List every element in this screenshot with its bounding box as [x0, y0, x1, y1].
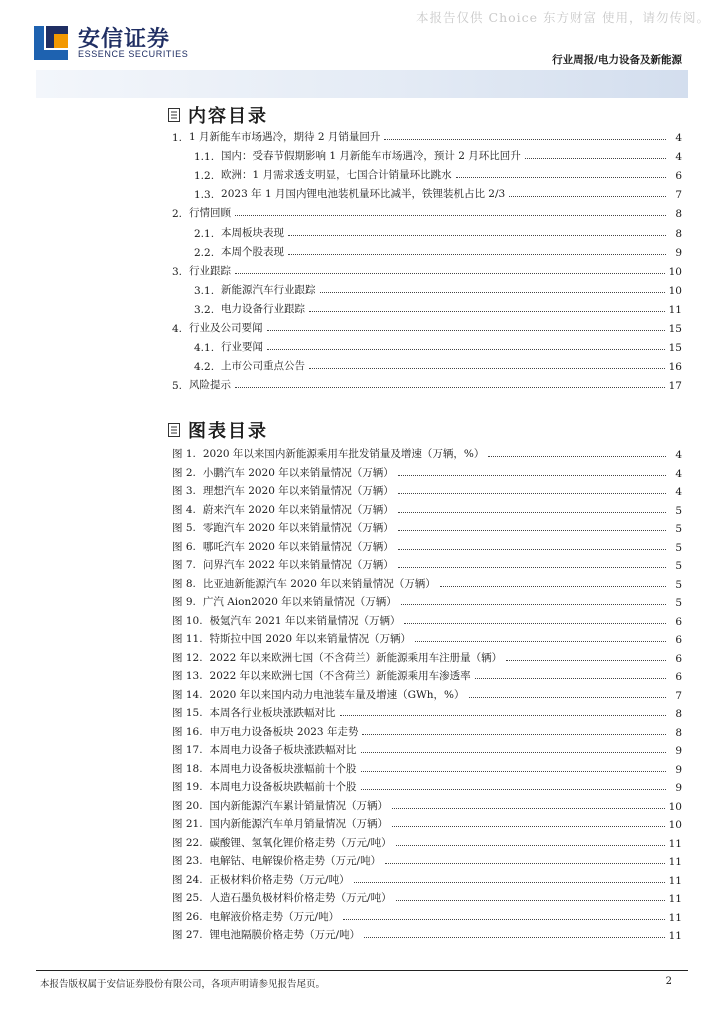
dot-leader: [343, 919, 665, 920]
dot-leader: [288, 235, 666, 236]
entry-title: 比亚迪新能源汽车 2020 年以来销量情况（万辆）: [202, 577, 436, 590]
contents-entry[interactable]: [194, 279, 682, 297]
entry-page-number: 15: [668, 342, 682, 355]
dot-leader: [456, 177, 666, 178]
entry-number: 图 17.: [172, 744, 203, 756]
entry-number: 1.2.: [194, 170, 215, 183]
dot-leader: [235, 387, 665, 388]
figure-entry[interactable]: [172, 721, 682, 739]
dot-leader: [385, 863, 665, 864]
entry-page-number: 8: [675, 726, 682, 739]
dot-leader: [361, 752, 666, 753]
entry-page-number: 10: [668, 265, 682, 278]
page-number: 2: [665, 976, 672, 987]
entry-title: 上市公司重点公告: [221, 360, 306, 373]
entry-title: 行业跟踪: [189, 264, 232, 277]
dot-leader: [309, 311, 665, 312]
entry-number: 图 2.: [172, 466, 196, 479]
entry-page-number: 5: [675, 578, 682, 591]
figure-entry[interactable]: [172, 517, 682, 535]
figure-entry[interactable]: [172, 795, 682, 813]
dot-leader: [396, 845, 665, 846]
entry-number: 图 14.: [172, 688, 203, 701]
entry-number: 图 11.: [172, 633, 203, 645]
list-icon: [168, 108, 180, 122]
entry-number: 2.1.: [194, 227, 215, 240]
figure-entry[interactable]: [172, 665, 682, 683]
entry-page-number: 10: [668, 800, 682, 813]
entry-number: 图 20.: [172, 799, 203, 812]
entry-title: 1 月新能车市场遇冷，期待 2 月销量回升: [189, 131, 381, 143]
entry-title: 行业及公司要闻: [189, 322, 263, 334]
figure-entry[interactable]: [172, 924, 682, 942]
figure-entry[interactable]: [172, 536, 682, 554]
dot-leader: [525, 158, 666, 159]
figure-entry[interactable]: [172, 758, 682, 776]
entry-number: 图 16.: [172, 725, 203, 738]
contents-entry[interactable]: [172, 202, 682, 220]
entry-title: 本周各行业板块涨跌幅对比: [209, 707, 336, 719]
entry-page-number: 6: [675, 170, 682, 183]
figures-title: 图表目录: [188, 421, 268, 442]
entry-number: 图 1.: [172, 448, 196, 460]
entry-title: 新能源汽车行业跟踪: [221, 283, 316, 296]
figure-entry[interactable]: [172, 573, 682, 591]
figure-entry[interactable]: [172, 739, 682, 757]
entry-page-number: 6: [675, 652, 682, 665]
entry-number: 2.2.: [194, 246, 215, 259]
entry-page-number: 4: [675, 151, 682, 164]
contents-entry[interactable]: [172, 260, 682, 278]
entry-title: 锂电池隔膜价格走势（万元/吨）: [209, 929, 361, 941]
entry-number: 图 8.: [172, 577, 196, 590]
entry-number: 图 7.: [172, 559, 196, 571]
entry-number: 3.2.: [194, 303, 215, 316]
entry-page-number: 5: [675, 597, 682, 609]
entry-title: 国内新能源汽车单月销量情况（万辆）: [209, 818, 389, 830]
entry-number: 图 6.: [172, 540, 196, 553]
dot-leader: [398, 530, 666, 531]
entry-title: 国内：受春节假期影响 1 月新能车市场遇冷，预计 2 月环比回升: [221, 150, 521, 163]
entry-title: 本周电力设备子板块涨跌幅对比: [209, 744, 357, 756]
dot-leader: [398, 549, 666, 550]
entry-title: 小鹏汽车 2020 年以来销量情况（万辆）: [202, 466, 394, 479]
dot-leader: [361, 789, 666, 790]
entry-title: 电力设备行业跟踪: [221, 302, 306, 315]
entry-page-number: 5: [675, 504, 682, 517]
dot-leader: [398, 475, 666, 476]
contents-entry[interactable]: [194, 183, 682, 201]
dot-leader: [392, 826, 665, 827]
entry-page-number: 5: [675, 560, 682, 572]
essence-logo-mark-icon: [32, 24, 70, 62]
entry-page-number: 9: [675, 745, 682, 757]
entry-page-number: 9: [675, 246, 682, 259]
entry-page-number: 11: [668, 911, 682, 924]
contents-entry[interactable]: [194, 222, 682, 240]
entry-page-number: 4: [675, 449, 682, 461]
dot-leader: [361, 771, 666, 772]
brand-name-en: ESSENCE SECURITIES: [78, 49, 189, 59]
entry-number: 5.: [172, 380, 183, 393]
contents-entry[interactable]: [172, 374, 682, 392]
entry-title: 国内新能源汽车累计销量情况（万辆）: [209, 799, 389, 812]
figure-entry[interactable]: [172, 813, 682, 831]
contents-entry[interactable]: [194, 298, 682, 316]
figure-entry[interactable]: [172, 499, 682, 517]
dot-leader: [340, 715, 666, 716]
dot-leader: [506, 660, 666, 661]
entry-page-number: 6: [675, 671, 682, 683]
entry-title: 零跑汽车 2020 年以来销量情况（万辆）: [202, 522, 394, 534]
entry-page-number: 11: [668, 874, 682, 887]
dot-leader: [235, 215, 666, 216]
entry-title: 欧洲：1 月需求透支明显，七国合计销量环比跳水: [221, 169, 452, 182]
entry-title: 2020 年以来国内新能源乘用车批发销量及增速（万辆，%）: [202, 448, 485, 460]
dot-leader: [396, 900, 665, 901]
entry-number: 图 21.: [172, 818, 203, 830]
figure-entry[interactable]: [172, 480, 682, 498]
entry-page-number: 5: [675, 523, 682, 535]
dot-leader: [309, 368, 665, 369]
entry-page-number: 11: [668, 930, 682, 942]
entry-number: 4.1.: [194, 342, 215, 355]
entry-number: 图 26.: [172, 910, 203, 923]
entry-page-number: 10: [668, 284, 682, 297]
dot-leader: [440, 586, 666, 587]
entry-number: 图 13.: [172, 670, 203, 682]
dot-leader: [384, 139, 666, 140]
contents-entry[interactable]: [194, 164, 682, 182]
entry-title: 哪吒汽车 2020 年以来销量情况（万辆）: [202, 540, 394, 553]
entry-page-number: 8: [675, 227, 682, 240]
entry-number: 1.3.: [194, 189, 215, 202]
dot-leader: [364, 937, 665, 938]
entry-title: 极氪汽车 2021 年以来销量情况（万辆）: [209, 614, 401, 627]
entry-page-number: 4: [675, 132, 682, 144]
dot-leader: [415, 641, 666, 642]
dot-leader: [362, 734, 666, 735]
entry-number: 4.: [172, 323, 183, 335]
entry-page-number: 5: [675, 541, 682, 554]
dot-leader: [354, 882, 665, 883]
entry-title: 广汽 Aion2020 年以来销量情况（万辆）: [202, 596, 397, 608]
contents-entry[interactable]: [194, 241, 682, 259]
dot-leader: [235, 273, 665, 274]
entry-page-number: 4: [675, 467, 682, 480]
contents-title: 内容目录: [188, 106, 268, 127]
dot-leader: [320, 292, 665, 293]
entry-title: 2022 年以来欧洲七国（不含荷兰）新能源乘用车渗透率: [209, 670, 471, 682]
entry-page-number: 8: [675, 708, 682, 720]
entry-page-number: 6: [675, 634, 682, 646]
entry-page-number: 7: [675, 189, 682, 202]
entry-number: 图 4.: [172, 503, 196, 516]
entry-title: 正极材料价格走势（万元/吨）: [209, 873, 350, 886]
entry-number: 2.: [172, 208, 183, 221]
watermark-text: 本报告仅供 Choice 东方财富 使用，请勿传阅。: [416, 10, 710, 25]
figure-entry[interactable]: [172, 832, 682, 850]
dot-leader: [398, 512, 666, 513]
entry-number: 图 25.: [172, 892, 203, 904]
figure-entry[interactable]: [172, 554, 682, 572]
entry-number: 图 24.: [172, 873, 203, 886]
figure-entry[interactable]: [172, 647, 682, 665]
entry-page-number: 17: [668, 380, 682, 393]
dot-leader: [475, 678, 666, 679]
entry-number: 图 10.: [172, 614, 203, 627]
entry-page-number: 9: [675, 763, 682, 776]
entry-number: 3.1.: [194, 284, 215, 297]
entry-number: 图 23.: [172, 855, 203, 867]
entry-page-number: 9: [675, 782, 682, 794]
entry-title: 特斯拉中国 2020 年以来销量情况（万辆）: [209, 633, 411, 645]
entry-title: 本周电力设备板块涨幅前十个股: [209, 762, 357, 775]
figure-entry[interactable]: [172, 443, 682, 461]
entry-number: 图 3.: [172, 485, 196, 497]
entry-page-number: 11: [668, 837, 682, 850]
dot-leader: [267, 330, 665, 331]
entry-title: 人造石墨负极材料价格走势（万元/吨）: [209, 892, 392, 904]
entry-number: 图 15.: [172, 707, 203, 719]
entry-page-number: 11: [668, 893, 682, 905]
entry-page-number: 16: [668, 361, 682, 374]
entry-number: 图 18.: [172, 762, 203, 775]
entry-title: 2020 年以来国内动力电池装车量及增速（GWh，%）: [209, 688, 465, 701]
entry-number: 4.2.: [194, 361, 215, 374]
entry-title: 蔚来汽车 2020 年以来销量情况（万辆）: [202, 503, 394, 516]
entry-title: 2022 年以来欧洲七国（不含荷兰）新能源乘用车注册量（辆）: [209, 651, 503, 664]
figure-entry[interactable]: [172, 591, 682, 609]
entry-page-number: 7: [675, 689, 682, 702]
entry-number: 图 12.: [172, 651, 203, 664]
entry-page-number: 8: [675, 208, 682, 221]
entry-title: 行业要闻: [221, 341, 264, 354]
entry-page-number: 6: [675, 615, 682, 628]
figure-entry[interactable]: [172, 702, 682, 720]
entry-title: 申万电力设备板块 2023 年走势: [209, 725, 359, 738]
entry-number: 图 9.: [172, 596, 196, 608]
contents-entry[interactable]: [194, 145, 682, 163]
entry-number: 图 27.: [172, 929, 203, 941]
entry-title: 风险提示: [189, 379, 232, 392]
entry-number: 图 19.: [172, 781, 203, 793]
entry-title: 本周个股表现: [221, 245, 285, 258]
contents-entry[interactable]: [194, 355, 682, 373]
dot-leader: [469, 697, 666, 698]
figures-heading: [168, 418, 268, 442]
entry-number: 图 22.: [172, 836, 203, 849]
dot-leader: [404, 623, 666, 624]
entry-page-number: 15: [668, 323, 682, 335]
header-band: [36, 70, 688, 98]
contents-entry[interactable]: [172, 317, 682, 335]
entry-page-number: 4: [675, 486, 682, 498]
entry-page-number: 11: [668, 856, 682, 868]
footer-disclaimer: 本报告版权属于安信证券股份有限公司，各项声明请参见报告尾页。: [40, 979, 326, 990]
entry-title: 电解钴、电解镍价格走势（万元/吨）: [209, 855, 382, 867]
entry-title: 行情回顾: [189, 207, 232, 220]
dot-leader: [398, 493, 666, 494]
figure-entry[interactable]: [172, 887, 682, 905]
dot-leader: [267, 349, 665, 350]
entry-number: 3.: [172, 265, 183, 278]
entry-page-number: 10: [668, 819, 682, 831]
footer-divider: [36, 970, 688, 971]
figure-entry[interactable]: [172, 610, 682, 628]
dot-leader: [398, 567, 666, 568]
list-icon: [168, 423, 180, 437]
entry-title: 本周电力设备板块跌幅前十个股: [209, 781, 357, 793]
entry-number: 1.1.: [194, 151, 215, 164]
entry-title: 碳酸锂、氢氧化锂价格走势（万元/吨）: [209, 836, 392, 849]
figure-entry[interactable]: [172, 684, 682, 702]
entry-title: 2023 年 1 月国内锂电池装机量环比减半，铁锂装机占比 2/3: [221, 188, 506, 201]
brand-name-cn: 安信证券: [78, 27, 171, 52]
entry-page-number: 11: [668, 303, 682, 316]
entry-number: 图 5.: [172, 522, 196, 534]
entry-number: 1.: [172, 132, 183, 144]
figure-entry[interactable]: [172, 462, 682, 480]
dot-leader: [392, 808, 665, 809]
figure-entry[interactable]: [172, 850, 682, 868]
entry-title: 理想汽车 2020 年以来销量情况（万辆）: [202, 485, 394, 497]
entry-title: 电解液价格走势（万元/吨）: [209, 910, 340, 923]
contents-heading: [168, 103, 268, 127]
dot-leader: [288, 254, 666, 255]
dot-leader: [509, 196, 666, 197]
figure-entry[interactable]: [172, 869, 682, 887]
figure-entry[interactable]: [172, 906, 682, 924]
dot-leader: [488, 456, 666, 457]
report-category: 行业周报/电力设备及新能源: [552, 54, 682, 66]
dot-leader: [401, 604, 666, 605]
entry-title: 本周板块表现: [221, 226, 285, 239]
figure-entry[interactable]: [172, 628, 682, 646]
contents-entry[interactable]: [172, 126, 682, 144]
contents-entry[interactable]: [194, 336, 682, 354]
figure-entry[interactable]: [172, 776, 682, 794]
entry-title: 问界汽车 2022 年以来销量情况（万辆）: [202, 559, 394, 571]
